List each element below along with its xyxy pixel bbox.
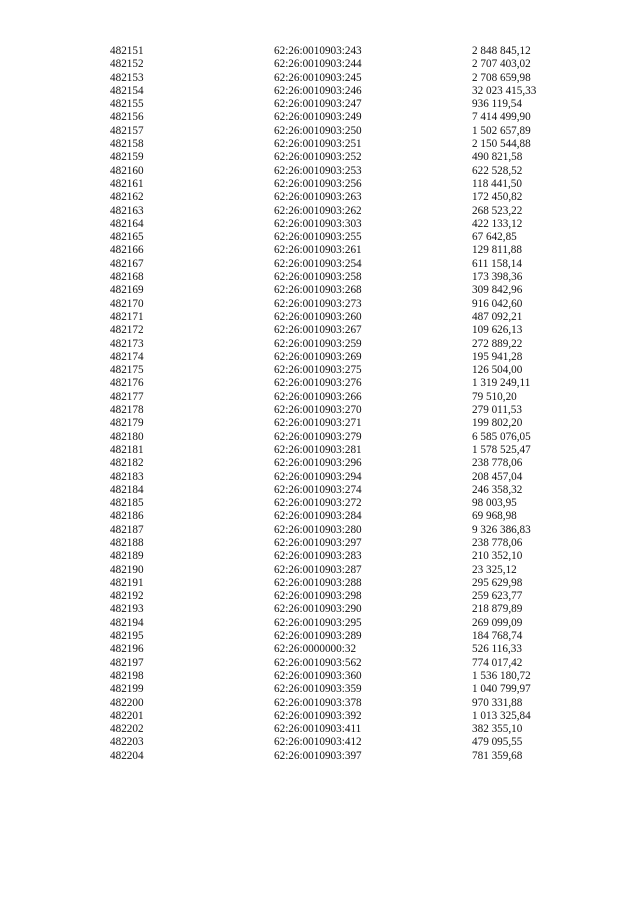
cadastral-value-cell: 173 398,36 — [472, 271, 523, 284]
cadastral-number-cell: 62:26:0010903:273 — [274, 297, 362, 310]
cadastral-number-cell: 62:26:0010903:260 — [274, 310, 362, 323]
cadastral-value-cell: 67 642,85 — [472, 231, 517, 244]
cadastral-number-cell: 62:26:0010903:271 — [274, 417, 362, 430]
row-number-cell: 482155 — [110, 98, 144, 111]
cadastral-number-cell: 62:26:0010903:253 — [274, 164, 362, 177]
cadastral-value-cell: 382 355,10 — [472, 723, 523, 736]
cadastral-number-cell: 62:26:0010903:263 — [274, 191, 362, 204]
table-row — [0, 670, 640, 683]
cadastral-number-cell: 62:26:0010903:360 — [274, 669, 362, 682]
cadastral-number-cell: 62:26:0010903:254 — [274, 257, 362, 270]
cadastral-number-cell: 62:26:0010903:287 — [274, 563, 362, 576]
row-number-cell: 482200 — [110, 696, 144, 709]
row-number-cell: 482158 — [110, 138, 144, 151]
cadastral-number-cell: 62:26:0010903:411 — [274, 723, 362, 736]
table-row — [0, 151, 640, 164]
cadastral-value-cell: 172 450,82 — [472, 191, 523, 204]
table-row — [0, 324, 640, 337]
cadastral-value-cell: 295 629,98 — [472, 576, 523, 589]
table-row — [0, 178, 640, 191]
cadastral-value-cell: 2 707 403,02 — [472, 58, 531, 71]
cadastral-number-cell: 62:26:0010903:270 — [274, 404, 362, 417]
row-number-cell: 482161 — [110, 177, 144, 190]
row-number-cell: 482196 — [110, 643, 144, 656]
cadastral-number-cell: 62:26:0010903:562 — [274, 656, 362, 669]
cadastral-value-cell: 210 352,10 — [472, 550, 523, 563]
cadastral-number-cell: 62:26:0010903:275 — [274, 364, 362, 377]
cadastral-number-cell: 62:26:0010903:378 — [274, 696, 362, 709]
cadastral-number-cell: 62:26:0010903:269 — [274, 350, 362, 363]
cadastral-number-cell: 62:26:0010903:247 — [274, 98, 362, 111]
cadastral-value-cell: 1 040 799,97 — [472, 683, 531, 696]
cadastral-number-cell: 62:26:0010903:296 — [274, 457, 362, 470]
table-row — [0, 577, 640, 590]
row-number-cell: 482179 — [110, 417, 144, 430]
cadastral-value-cell: 2 848 845,12 — [472, 45, 531, 57]
table-row — [0, 125, 640, 138]
table-row — [0, 630, 640, 643]
row-number-cell: 482187 — [110, 523, 144, 536]
table-row — [0, 550, 640, 563]
table-row — [0, 683, 640, 696]
table-row — [0, 298, 640, 311]
cadastral-number-cell: 62:26:0010903:294 — [274, 470, 362, 483]
row-number-cell: 482190 — [110, 563, 144, 576]
table-row — [0, 58, 640, 71]
cadastral-value-cell: 1 319 249,11 — [472, 377, 531, 390]
table-row — [0, 351, 640, 364]
cadastral-number-cell: 62:26:0010903:274 — [274, 483, 362, 496]
row-number-cell: 482165 — [110, 231, 144, 244]
cadastral-value-table — [0, 45, 640, 763]
cadastral-number-cell: 62:26:0010903:284 — [274, 510, 362, 523]
row-number-cell: 482178 — [110, 404, 144, 417]
cadastral-value-cell: 269 099,09 — [472, 616, 523, 629]
table-row — [0, 710, 640, 723]
row-number-cell: 482164 — [110, 217, 144, 230]
cadastral-value-cell: 98 003,95 — [472, 497, 517, 510]
row-number-cell: 482177 — [110, 390, 144, 403]
cadastral-number-cell: 62:26:0010903:297 — [274, 536, 362, 549]
table-row — [0, 510, 640, 523]
cadastral-number-cell: 62:26:0010903:272 — [274, 497, 362, 510]
table-row — [0, 431, 640, 444]
table-row — [0, 643, 640, 656]
row-number-cell: 482167 — [110, 257, 144, 270]
table-row — [0, 444, 640, 457]
cadastral-number-cell: 62:26:0010903:397 — [274, 749, 362, 762]
table-row — [0, 697, 640, 710]
row-number-cell: 482159 — [110, 151, 144, 164]
row-number-cell: 482202 — [110, 723, 144, 736]
cadastral-value-cell: 218 879,89 — [472, 603, 523, 616]
cadastral-number-cell: 62:26:0010903:256 — [274, 177, 362, 190]
row-number-cell: 482186 — [110, 510, 144, 523]
cadastral-number-cell: 62:26:0010903:249 — [274, 111, 362, 124]
row-number-cell: 482180 — [110, 430, 144, 443]
cadastral-number-cell: 62:26:0010903:280 — [274, 523, 362, 536]
row-number-cell: 482171 — [110, 310, 144, 323]
cadastral-number-cell: 62:26:0010903:262 — [274, 204, 362, 217]
row-number-cell: 482198 — [110, 669, 144, 682]
table-row — [0, 364, 640, 377]
table-row — [0, 537, 640, 550]
table-row — [0, 138, 640, 151]
row-number-cell: 482204 — [110, 749, 144, 762]
table-row — [0, 338, 640, 351]
cadastral-number-cell: 62:26:0010903:259 — [274, 337, 362, 350]
cadastral-value-cell: 9 326 386,83 — [472, 523, 531, 536]
row-number-cell: 482151 — [110, 45, 144, 57]
table-row — [0, 72, 640, 85]
row-number-cell: 482203 — [110, 736, 144, 749]
table-row — [0, 590, 640, 603]
cadastral-value-cell: 199 802,20 — [472, 417, 523, 430]
row-number-cell: 482183 — [110, 470, 144, 483]
row-number-cell: 482185 — [110, 497, 144, 510]
cadastral-number-cell: 62:26:0010903:281 — [274, 443, 362, 456]
cadastral-value-cell: 1 013 325,84 — [472, 709, 531, 722]
table-row — [0, 750, 640, 763]
cadastral-value-cell: 2 150 544,88 — [472, 138, 531, 151]
cadastral-value-cell: 129 811,88 — [472, 244, 522, 257]
cadastral-value-cell: 259 623,77 — [472, 590, 523, 603]
cadastral-value-cell: 23 325,12 — [472, 563, 517, 576]
table-row — [0, 231, 640, 244]
table-row — [0, 271, 640, 284]
table-row — [0, 377, 640, 390]
cadastral-value-cell: 622 528,52 — [472, 164, 523, 177]
cadastral-value-cell: 6 585 076,05 — [472, 430, 531, 443]
cadastral-number-cell: 62:26:0010903:359 — [274, 683, 362, 696]
row-number-cell: 482172 — [110, 324, 144, 337]
cadastral-value-cell: 208 457,04 — [472, 470, 523, 483]
row-number-cell: 482182 — [110, 457, 144, 470]
cadastral-value-cell: 936 119,54 — [472, 98, 522, 111]
cadastral-number-cell: 62:26:0010903:266 — [274, 390, 362, 403]
table-row — [0, 657, 640, 670]
cadastral-value-cell: 246 358,32 — [472, 483, 523, 496]
cadastral-number-cell: 62:26:0010903:279 — [274, 430, 362, 443]
table-row — [0, 457, 640, 470]
table-row — [0, 218, 640, 231]
cadastral-number-cell: 62:26:0010903:392 — [274, 709, 362, 722]
row-number-cell: 482193 — [110, 603, 144, 616]
table-row — [0, 497, 640, 510]
cadastral-number-cell: 62:26:0010903:245 — [274, 71, 362, 84]
cadastral-value-cell: 526 116,33 — [472, 643, 522, 656]
cadastral-value-cell: 487 092,21 — [472, 310, 523, 323]
table-row — [0, 205, 640, 218]
table-row — [0, 98, 640, 111]
table-row — [0, 85, 640, 98]
cadastral-value-cell: 2 708 659,98 — [472, 71, 531, 84]
cadastral-value-cell: 126 504,00 — [472, 364, 523, 377]
table-row — [0, 244, 640, 257]
row-number-cell: 482189 — [110, 550, 144, 563]
cadastral-number-cell: 62:26:0010903:276 — [274, 377, 362, 390]
row-number-cell: 482181 — [110, 443, 144, 456]
cadastral-value-cell: 238 778,06 — [472, 536, 523, 549]
cadastral-value-cell: 781 359,68 — [472, 749, 523, 762]
row-number-cell: 482154 — [110, 84, 144, 97]
cadastral-value-cell: 7 414 499,90 — [472, 111, 531, 124]
row-number-cell: 482153 — [110, 71, 144, 84]
cadastral-value-cell: 309 842,96 — [472, 284, 523, 297]
cadastral-value-cell: 279 011,53 — [472, 404, 522, 417]
cadastral-value-cell: 32 023 415,33 — [472, 84, 537, 97]
table-row — [0, 311, 640, 324]
cadastral-number-cell: 62:26:0010903:258 — [274, 271, 362, 284]
cadastral-value-cell: 195 941,28 — [472, 350, 523, 363]
cadastral-number-cell: 62:26:0010903:244 — [274, 58, 362, 71]
row-number-cell: 482199 — [110, 683, 144, 696]
cadastral-number-cell: 62:26:0010903:255 — [274, 231, 362, 244]
cadastral-number-cell: 62:26:0010903:252 — [274, 151, 362, 164]
table-row — [0, 191, 640, 204]
row-number-cell: 482192 — [110, 590, 144, 603]
cadastral-value-cell: 422 133,12 — [472, 217, 523, 230]
cadastral-number-cell: 62:26:0010903:267 — [274, 324, 362, 337]
row-number-cell: 482173 — [110, 337, 144, 350]
row-number-cell: 482170 — [110, 297, 144, 310]
table-row — [0, 736, 640, 749]
cadastral-number-cell: 62:26:0010903:290 — [274, 603, 362, 616]
row-number-cell: 482160 — [110, 164, 144, 177]
row-number-cell: 482169 — [110, 284, 144, 297]
table-row — [0, 603, 640, 616]
cadastral-number-cell: 62:26:0010903:288 — [274, 576, 362, 589]
row-number-cell: 482156 — [110, 111, 144, 124]
cadastral-value-cell: 69 968,98 — [472, 510, 517, 523]
row-number-cell: 482191 — [110, 576, 144, 589]
cadastral-value-cell: 611 158,14 — [472, 257, 522, 270]
cadastral-value-cell: 479 095,55 — [472, 736, 523, 749]
row-number-cell: 482195 — [110, 630, 144, 643]
cadastral-value-cell: 109 626,13 — [472, 324, 523, 337]
cadastral-number-cell: 62:26:0000000:32 — [274, 643, 357, 656]
cadastral-value-cell: 272 889,22 — [472, 337, 523, 350]
cadastral-number-cell: 62:26:0010903:243 — [274, 45, 362, 57]
row-number-cell: 482157 — [110, 124, 144, 137]
cadastral-value-cell: 184 768,74 — [472, 630, 523, 643]
cadastral-number-cell: 62:26:0010903:303 — [274, 217, 362, 230]
table-row — [0, 524, 640, 537]
table-row — [0, 45, 640, 58]
cadastral-number-cell: 62:26:0010903:268 — [274, 284, 362, 297]
cadastral-value-cell: 1 502 657,89 — [472, 124, 531, 137]
row-number-cell: 482176 — [110, 377, 144, 390]
cadastral-number-cell: 62:26:0010903:250 — [274, 124, 362, 137]
row-number-cell: 482163 — [110, 204, 144, 217]
cadastral-value-cell: 79 510,20 — [472, 390, 517, 403]
table-row — [0, 284, 640, 297]
cadastral-value-cell: 1 578 525,47 — [472, 443, 531, 456]
cadastral-number-cell: 62:26:0010903:295 — [274, 616, 362, 629]
table-row — [0, 258, 640, 271]
table-row — [0, 404, 640, 417]
cadastral-value-cell: 268 523,22 — [472, 204, 523, 217]
table-row — [0, 165, 640, 178]
table-row — [0, 391, 640, 404]
row-number-cell: 482152 — [110, 58, 144, 71]
cadastral-number-cell: 62:26:0010903:298 — [274, 590, 362, 603]
table-row — [0, 723, 640, 736]
cadastral-number-cell: 62:26:0010903:251 — [274, 138, 362, 151]
cadastral-value-cell: 118 441,50 — [472, 177, 522, 190]
cadastral-value-cell: 490 821,58 — [472, 151, 523, 164]
row-number-cell: 482166 — [110, 244, 144, 257]
row-number-cell: 482197 — [110, 656, 144, 669]
row-number-cell: 482174 — [110, 350, 144, 363]
row-number-cell: 482175 — [110, 364, 144, 377]
row-number-cell: 482194 — [110, 616, 144, 629]
cadastral-value-cell: 238 778,06 — [472, 457, 523, 470]
row-number-cell: 482201 — [110, 709, 144, 722]
row-number-cell: 482168 — [110, 271, 144, 284]
cadastral-value-cell: 1 536 180,72 — [472, 669, 531, 682]
table-row — [0, 564, 640, 577]
table-row — [0, 484, 640, 497]
cadastral-value-cell: 916 042,60 — [472, 297, 523, 310]
cadastral-number-cell: 62:26:0010903:261 — [274, 244, 362, 257]
cadastral-number-cell: 62:26:0010903:246 — [274, 84, 362, 97]
cadastral-value-cell: 774 017,42 — [472, 656, 523, 669]
row-number-cell: 482188 — [110, 536, 144, 549]
cadastral-number-cell: 62:26:0010903:289 — [274, 630, 362, 643]
row-number-cell: 482162 — [110, 191, 144, 204]
cadastral-number-cell: 62:26:0010903:412 — [274, 736, 362, 749]
row-number-cell: 482184 — [110, 483, 144, 496]
cadastral-number-cell: 62:26:0010903:283 — [274, 550, 362, 563]
table-row — [0, 417, 640, 430]
table-row — [0, 471, 640, 484]
table-row — [0, 111, 640, 124]
cadastral-value-cell: 970 331,88 — [472, 696, 523, 709]
table-row — [0, 617, 640, 630]
